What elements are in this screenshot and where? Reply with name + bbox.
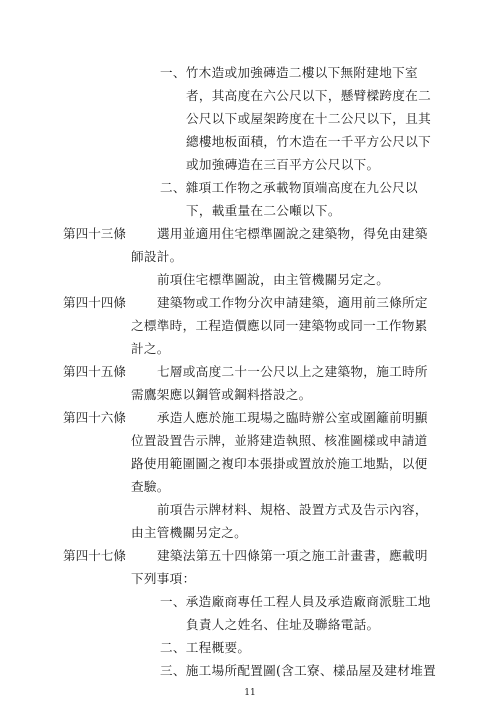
article-44-label: 第四十四條 <box>63 295 126 310</box>
article-47-item-2: 二、工程概要。 <box>160 640 251 655</box>
article-47-item-3: 三、施工場所配置圖(含工寮、樣品屋及建材堆置 <box>160 663 436 678</box>
article-43-para-2: 前項住宅標準圖說，由主管機關另定之。 <box>157 272 390 287</box>
article-44-line-3: 計之。 <box>131 341 170 356</box>
article-45-label: 第四十五條 <box>63 364 126 379</box>
page-number: 11 <box>244 688 256 698</box>
item-2-line-1: 二、雜項工作物之承載物頂端高度在九公尺以 <box>160 180 418 195</box>
article-46-line-4: 查驗。 <box>131 479 170 494</box>
article-43-line-1: 選用並適用住宅標準圖說之建築物，得免由建築 <box>157 226 428 241</box>
article-47-line-1: 建築法第五十四條第一項之施工計畫書，應載明 <box>157 548 428 563</box>
article-46-line-1: 承造人應於施工現場之臨時辦公室或圍籬前明顯 <box>157 410 428 425</box>
article-47-label: 第四十七條 <box>63 548 126 563</box>
article-46-line-2: 位置設置告示牌，並將建造執照、核准圖樣或申請道 <box>131 433 428 448</box>
article-47-item-1-line-1: 一、承造廠商專任工程人員及承造廠商派駐工地 <box>160 594 431 609</box>
item-1-line-4: 總樓地板面積，竹木造在一千平方公尺以下 <box>186 134 431 149</box>
item-1-line-5: 或加強磚造在三百平方公尺以下。 <box>186 157 380 172</box>
item-2-line-2: 下，載重量在二公噸以下。 <box>186 203 341 218</box>
item-1-line-3: 公尺以下或屋架跨度在十二公尺以下，且其 <box>186 111 431 126</box>
article-44-line-1: 建築物或工作物分次申請建築，適用前三條所定 <box>157 295 428 310</box>
article-43-label: 第四十三條 <box>63 226 126 241</box>
article-46-para-2-line-2: 由主管機關另定之。 <box>131 525 248 540</box>
article-47-line-2: 下列事項： <box>131 571 196 586</box>
article-46-line-3: 路使用範圍圖之複印本張掛或置放於施工地點，以便 <box>131 456 428 471</box>
item-1-line-2: 者，其高度在六公尺以下，懸臂樑跨度在二 <box>186 88 431 103</box>
article-44-line-2: 之標準時，工程造價應以同一建築物或同一工作物累 <box>131 318 428 333</box>
article-46-label: 第四十六條 <box>63 410 126 425</box>
item-1-line-1: 一、竹木造或加強磚造二樓以下無附建地下室 <box>160 65 418 80</box>
article-47-item-1-line-2: 負責人之姓名、住址及聯絡電話。 <box>186 617 380 632</box>
article-46-para-2-line-1: 前項告示牌材料、規格、設置方式及告示內容， <box>157 502 428 517</box>
article-45-line-1: 七層或高度二十一公尺以上之建築物，施工時所 <box>157 364 428 379</box>
article-45-line-2: 需鷹架應以鋼管或鋼料搭設之。 <box>131 387 312 402</box>
article-43-line-2: 師設計。 <box>131 249 183 264</box>
